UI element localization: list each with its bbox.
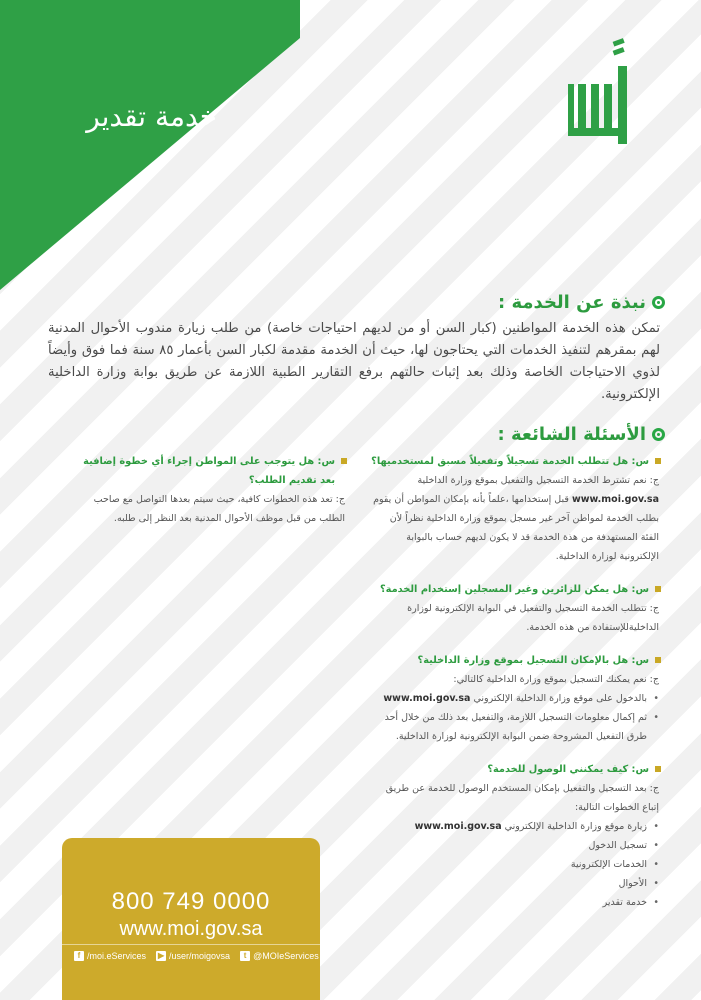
service-title: خدمة تقدير — [86, 100, 217, 133]
youtube-link[interactable] — [156, 951, 230, 961]
faq-question: س: هل تتطلب الخدمة تسجيلاً وتفعيلاً مسبق لمستخدميها؟ — [371, 452, 661, 471]
faq-question: س: هل يمكن للزائرين وغير المسجلين إستخدام الخدمة؟ — [371, 580, 661, 599]
moi-link[interactable]: www.moi.gov.sa — [383, 693, 471, 704]
phone-number[interactable]: 800 749 0000 — [111, 888, 271, 915]
square-bullet-icon — [655, 458, 661, 464]
faq-answer: ج: نعم يمكنك التسجيل بموقع وزارة الداخلية كالتالي: — [453, 674, 659, 685]
faq-answer: ج: بعد التسجيل والتفعيل بإمكان المستخدم الوصول للخدمة عن طريق إتباع الخطوات التالية: — [385, 783, 659, 813]
twitter-link[interactable] — [240, 951, 319, 961]
about-text: تمكن هذه الخدمة المواطنين (كبار السن أو من لديهم احتياجات خاصة) من طلب زيارة مندوب الأحوال المدنية لهم بمقرهم لتنفيذ الخدمات التي يحتاجون لها، حيث أن الخدمة مقدمة لكبار السن بأعمار ٨٥ سنة فما فوق وأيضاً لذوي الاحتياجات الخاصة وذلك بعد إثبات حالتهم برفع التقارير الطبية اللازمة عن طريق بوابة وزارة الداخلية الإلكترونية. — [48, 321, 660, 402]
square-bullet-icon — [655, 586, 661, 592]
list-item: • بالدخول على موقع وزارة الداخلية الإلكتروني www.moi.gov.sa — [371, 689, 661, 708]
youtube-icon: ▶ — [157, 951, 165, 960]
website-link[interactable]: www.moi.gov.sa — [119, 918, 263, 940]
faq-left-column — [65, 452, 347, 542]
faq-item — [371, 452, 661, 566]
list-item: • خدمة تقدير — [371, 893, 661, 912]
moi-link[interactable]: www.moi.gov.sa — [414, 821, 502, 832]
faq-right-column — [371, 452, 661, 926]
faq-answer: ج: نعم تشترط الخدمة التسجيل والتفعيل بموقع وزارة الداخلية www.moi.gov.sa قبل إستخدامها ،علماً بأنه بإمكان المواطن أن يقوم بطلب الخدمة لمواطن آخر غير مسجل بموقع وزارة الداخلية نظراً لأن الفئة المستهدفة من هذة الخدمة قد لا يكون لديهم حساب بالبوابة الإلكترونية لوزارة الداخلية. — [373, 475, 659, 562]
about-heading — [498, 292, 665, 313]
facebook-handle: /moi.eServices — [87, 951, 147, 961]
social-links — [74, 951, 319, 961]
list-item: • الأحوال — [371, 874, 661, 893]
divider — [62, 944, 320, 945]
twitter-handle: @MOIeServices — [253, 951, 319, 961]
bullet-ring-icon — [652, 296, 665, 309]
faq-heading — [498, 424, 665, 445]
absher-logo — [566, 36, 636, 146]
faq-heading-text: الأسئلة الشائعة : — [497, 424, 646, 445]
list-item: • ثم إكمال معلومات التسجيل اللازمة، والتفعيل بعد ذلك من خلال أحد طرق التفعيل المشروحة ضمن البوابة الإلكترونية لوزارة الداخلية. — [371, 708, 661, 746]
bullet-ring-icon — [652, 428, 665, 441]
faq-question: س: كيف يمكنني الوصول للخدمة؟ — [371, 760, 661, 779]
faq-answer: ج: تعد هذه الخطوات كافية، حيث سيتم بعدها التواصل مع صاحب الطلب من قبل موظف الأحوال المدنية بعد النظر إلى طلبه. — [93, 494, 345, 524]
faq-item — [371, 760, 661, 912]
facebook-link[interactable] — [74, 951, 146, 961]
list-item: • تسجيل الدخول — [371, 836, 661, 855]
about-heading-text: نبذة عن الخدمة : — [498, 292, 646, 313]
faq-question: س: هل يتوجب على المواطن إجراء أي خطوة إضافية بعد تقديم الطلب؟ — [65, 452, 347, 490]
facebook-icon: f — [74, 951, 84, 961]
list-item: • زيارة موقع وزارة الداخلية الإلكتروني www.moi.gov.sa — [371, 817, 661, 836]
square-bullet-icon — [655, 766, 661, 772]
faq-item — [371, 651, 661, 746]
faq-item — [371, 580, 661, 637]
faq-question: س: هل بالإمكان التسجيل بموقع وزارة الداخلية؟ — [371, 651, 661, 670]
list-item: • الخدمات الإلكترونية — [371, 855, 661, 874]
moi-link[interactable]: www.moi.gov.sa — [571, 494, 659, 505]
square-bullet-icon — [341, 458, 347, 464]
twitter-icon: t — [240, 951, 250, 961]
faq-item — [65, 452, 347, 528]
contact-box — [62, 838, 320, 1000]
youtube-handle: /user/moigovsa — [169, 951, 231, 961]
square-bullet-icon — [655, 657, 661, 663]
faq-answer: ج: تتطلب الخدمة التسجيل والتفعيل في البوابة الإلكترونية لوزارة الداخليةللإستفادة من هذه الخدمة. — [407, 603, 659, 633]
